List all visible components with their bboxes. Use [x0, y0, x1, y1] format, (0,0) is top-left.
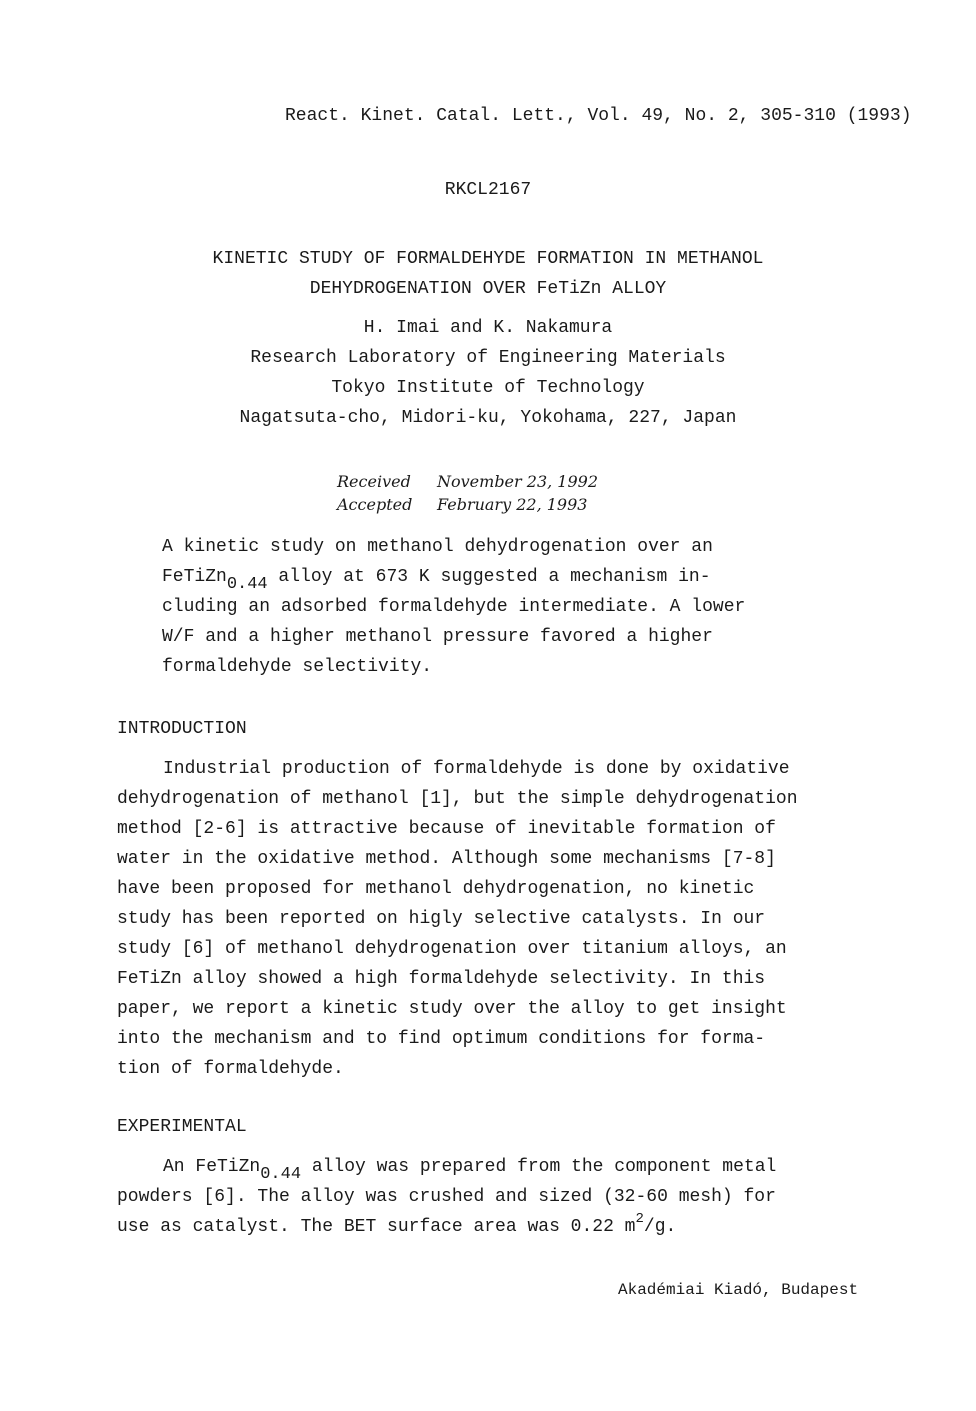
- experimental-heading: EXPERIMENTAL: [117, 1117, 247, 1137]
- affiliation-line-3: Nagatsuta-cho, Midori-ku, Yokohama, 227, Japan: [239, 408, 737, 428]
- abstract-line: A kinetic study on methanol dehydrogenation over an: [162, 537, 713, 557]
- paragraph-line: FeTiZn alloy showed a high formaldehyde selectivity. In this: [117, 969, 766, 989]
- paragraph-line: powders [6]. The alloy was crushed and sized (32-60 mesh) for: [117, 1187, 776, 1207]
- accepted-label: Accepted: [337, 495, 413, 514]
- paragraph-line: Industrial production of formaldehyde is done by oxidative: [163, 759, 790, 779]
- title-line-1: KINETIC STUDY OF FORMALDEHYDE FORMATION IN METHANOL: [212, 249, 764, 269]
- paragraph-line: have been proposed for methanol dehydrogenation, no kinetic: [117, 879, 755, 899]
- received-row: [337, 470, 598, 493]
- abstract-text: alloy at 673 K suggested a mechanism in-: [267, 567, 711, 587]
- paragraph-line: tion of formaldehyde.: [117, 1059, 344, 1079]
- unit-superscript: 2: [635, 1211, 644, 1227]
- compound-subscript: 0.44: [226, 575, 268, 594]
- paragraph-line: paper, we report a kinetic study over the alloy to get insight: [117, 999, 787, 1019]
- paragraph-line: water in the oxidative method. Although some mechanisms [7-8]: [117, 849, 776, 869]
- citation-header: React. Kinet. Catal. Lett., Vol. 49, No. 2, 305-310 (1993): [285, 106, 912, 126]
- affiliation-line-1: Research Laboratory of Engineering Materials: [250, 348, 726, 368]
- authors: H. Imai and K. Nakamura: [363, 318, 613, 338]
- paragraph-line: [117, 1211, 677, 1238]
- abstract-line: formaldehyde selectivity.: [162, 657, 433, 677]
- compound-name: An FeTiZn: [163, 1157, 261, 1177]
- paragraph-line: dehydrogenation of methanol [1], but the simple dehydrogenation: [117, 789, 798, 809]
- introduction-heading: INTRODUCTION: [117, 719, 247, 739]
- paragraph-line: study [6] of methanol dehydrogenation over titanium alloys, an: [117, 939, 787, 959]
- accepted-row: [337, 493, 598, 516]
- abstract-line: [162, 567, 711, 594]
- affiliation-line-2: Tokyo Institute of Technology: [331, 378, 645, 398]
- article-code: RKCL2167: [444, 180, 532, 200]
- received-date: November 23, 1992: [437, 472, 599, 491]
- paragraph-line: [163, 1157, 777, 1184]
- received-accepted-dates: [337, 470, 598, 516]
- compound-name: FeTiZn: [162, 567, 227, 587]
- paragraph-text: alloy was prepared from the component metal: [301, 1157, 777, 1177]
- paragraph-line: into the mechanism and to find optimum conditions for forma-: [117, 1029, 766, 1049]
- accepted-date: February 22, 1993: [437, 495, 588, 514]
- paragraph-line: study has been reported on higly selective catalysts. In our: [117, 909, 766, 929]
- received-label: Received: [337, 472, 411, 491]
- paragraph-text: /g.: [643, 1217, 677, 1237]
- abstract-line: cluding an adsorbed formaldehyde intermediate. A lower: [162, 597, 746, 617]
- title-line-2: DEHYDROGENATION OVER FeTiZn ALLOY: [309, 279, 667, 299]
- abstract-line: W/F and a higher methanol pressure favored a higher: [162, 627, 713, 647]
- paragraph-line: method [2-6] is attractive because of inevitable formation of: [117, 819, 776, 839]
- compound-subscript: 0.44: [260, 1165, 302, 1184]
- paragraph-text: use as catalyst. The BET surface area was 0.22 m: [117, 1217, 636, 1237]
- publisher-footer: Akadémiai Kiadó, Budapest: [618, 1281, 859, 1299]
